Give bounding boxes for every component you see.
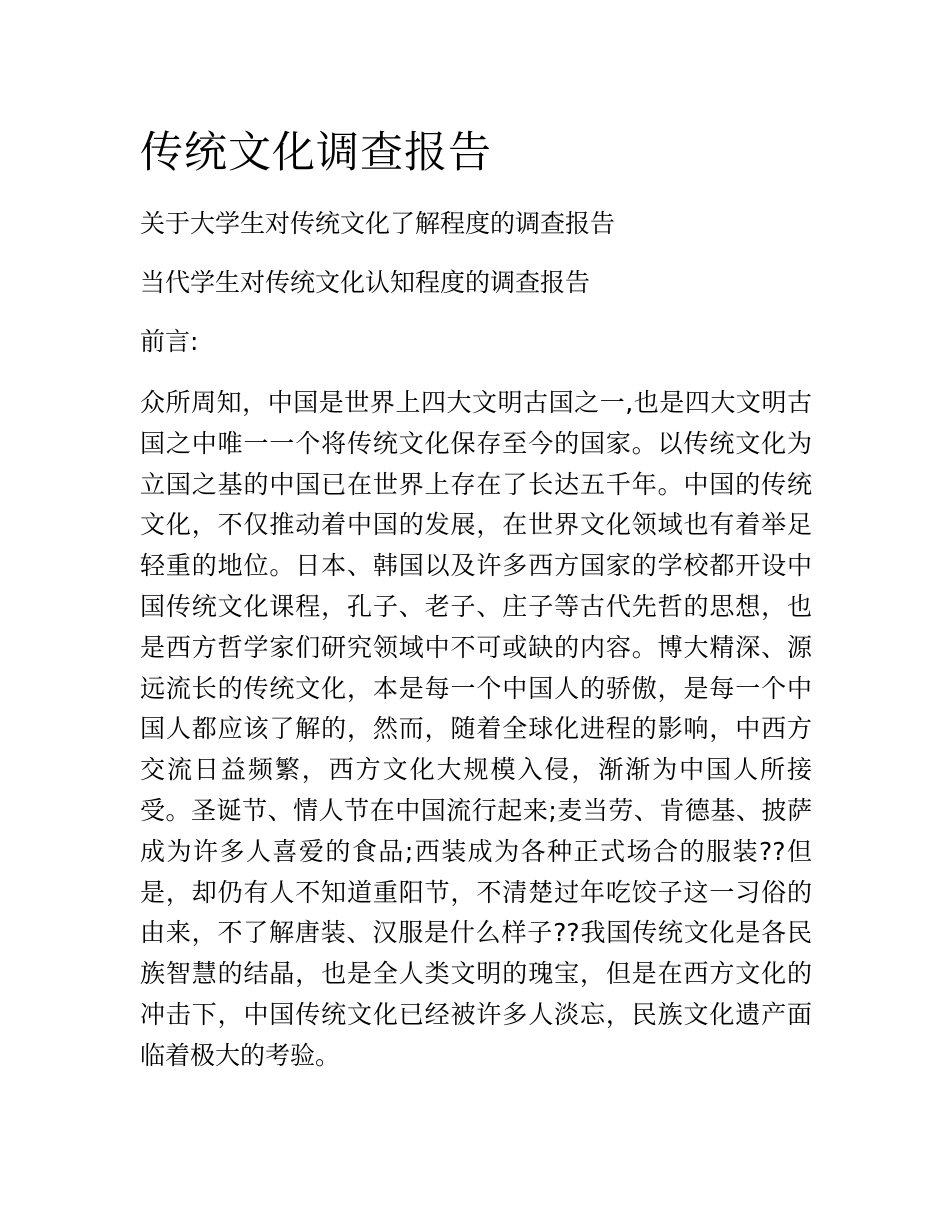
document-title: 传统文化调查报告	[140, 128, 492, 178]
preface-label: 前言:	[140, 327, 199, 356]
subtitle-contemporary-students: 当代学生对传统文化认知程度的调查报告	[140, 268, 591, 297]
preface-body-paragraph: 众所周知，中国是世界上四大文明古国之一,也是四大文明古国之中唯一一个将传统文化保存至今的国家。以传统文化为立国之基的中国已在世界上存在了长达五千年。中国的传统文化，不仅推动着中国的发展，在世界文化领域也有着举足轻重的地位。日本、韩国以及许多西方国家的学校都开设中国传统文化课程，孔子、老子、庄子等古代先哲的思想，也是西方哲学家们研究领域中不可或缺的内容。博大精深、源远流长的传统文化，本是每一个中国人的骄傲，是每一个中国人都应该了解的，然而，随着全球化进程的影响，中西方交流日益频繁，西方文化大规模入侵，渐渐为中国人所接受。圣诞节、情人节在中国流行起来;麦当劳、肯德基、披萨成为许多人喜爱的食品;西装成为各种正式场合的服装??但是，却仍有人不知道重阳节，不清楚过年吃饺子这一习俗的由来，不了解唐装、汉服是什么样子??我国传统文化是各民族智慧的结晶，也是全人类文明的瑰宝，但是在西方文化的冲击下，中国传统文化已经被许多人淡忘，民族文化遗产面临着极大的考验。	[140, 388, 812, 1070]
subtitle-university-students: 关于大学生对传统文化了解程度的调查报告	[140, 209, 616, 238]
